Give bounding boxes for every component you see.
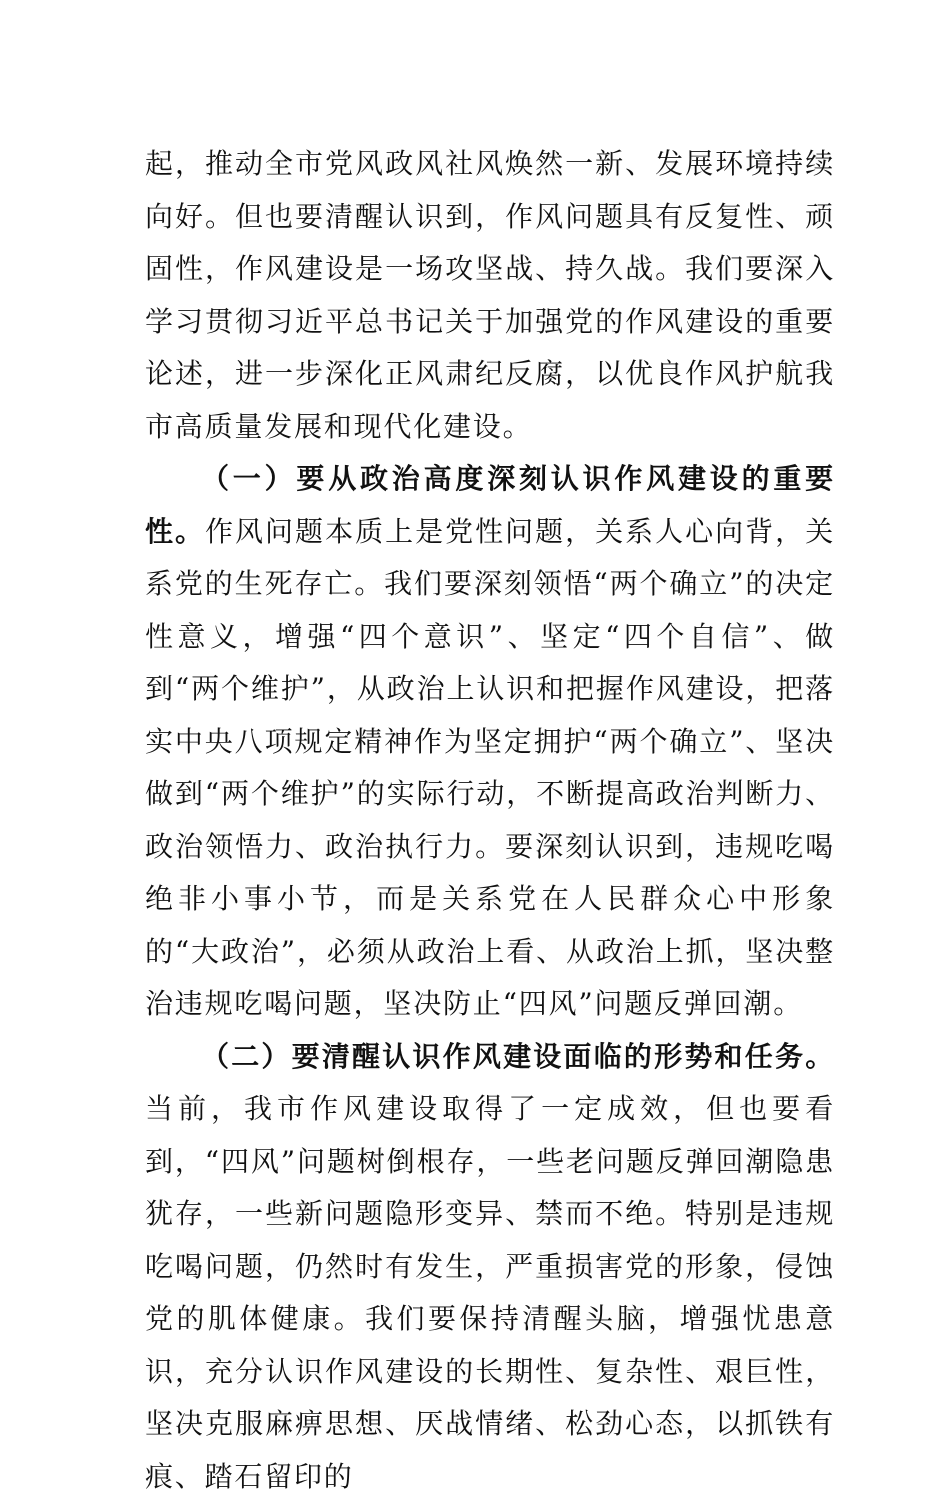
- paragraph-section-two: [145, 1031, 835, 1503]
- document-body: [145, 138, 835, 1503]
- paragraph-text: 起，推动全市党风政风社风焕然一新、发展环境持续向好。但也要清醒认识到，作风问题具有反复性、顽固性，作风建设是一场攻坚战、持久战。我们要深入学习贯彻习近平总书记关于加强党的作风建设的重要论述，进一步深化正风肃纪反腐，以优良作风护航我市高质量发展和现代化建设。: [145, 147, 835, 443]
- paragraph-text: 作风问题本质上是党性问题，关系人心向背，关系党的生死存亡。我们要深刻领悟“两个确立”的决定性意义，增强“四个意识”、坚定“四个自信”、做到“两个维护”，从政治上认识和把握作风建设，把落实中央八项规定精神作为坚定拥护“两个确立”、坚决做到“两个维护”的实际行动，不断提高政治判断力、政治领悟力、政治执行力。要深刻认识到，违规吃喝绝非小事小节，而是关系党在人民群众心中形象的“大政治”，必须从政治上看、从政治上抓，坚决整治违规吃喝问题，坚决防止“四风”问题反弹回潮。: [145, 515, 835, 1021]
- section-heading: （一）要从政治高度深刻认识作风建设的重要性。: [145, 462, 835, 548]
- paragraph-text: 当前，我市作风建设取得了一定成效，但也要看到，“四风”问题树倒根存，一些老问题反弹回潮隐患犹存，一些新问题隐形变异、禁而不绝。特别是违规吃喝问题，仍然时有发生，严重损害党的形象，侵蚀党的肌体健康。我们要保持清醒头脑，增强忧患意识，充分认识作风建设的长期性、复杂性、艰巨性，坚决克服麻痹思想、厌战情绪、松劲心态，以抓铁有痕、踏石留印的: [145, 1092, 835, 1493]
- paragraph-section-one: [145, 453, 835, 1031]
- section-heading: （二）要清醒认识作风建设面临的形势和任务。: [201, 1040, 835, 1073]
- paragraph-continuation: [145, 138, 835, 453]
